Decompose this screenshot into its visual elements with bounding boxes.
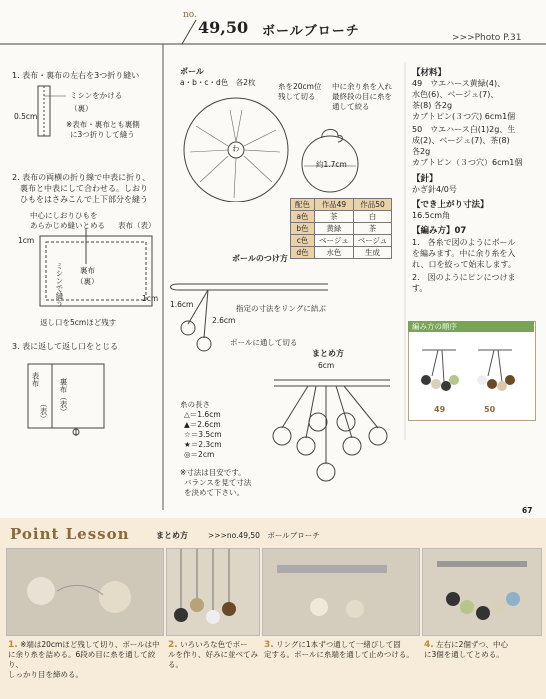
caption-step-1 <box>8 640 162 680</box>
step2-front-label: 表布（表） <box>118 221 156 230</box>
table-cell: b色 <box>291 223 315 235</box>
material-line: カブトピン(３つ穴) 6cm1個 <box>412 112 516 121</box>
order-illustration <box>412 336 530 402</box>
header-title: ボールブローチ <box>262 24 360 39</box>
step1-back-label: （裏） <box>70 104 93 113</box>
ball-finished-illustration <box>298 118 368 198</box>
ball-diameter: 約1.7cm <box>316 160 347 169</box>
caption-line: しっかり目を締める。 <box>8 670 83 679</box>
ball-note-3: 中に余り糸を入れ <box>332 82 392 91</box>
step3-front-side: （表） <box>39 400 48 423</box>
table-cell: 茶 <box>315 211 354 223</box>
attach-len-26: 2.6cm <box>212 316 236 325</box>
materials-heading: 【材料】 <box>412 68 447 78</box>
step3-diagram <box>22 358 142 438</box>
table-cell: 茶 <box>353 223 392 235</box>
caption-line: に3個を通してとめる。 <box>424 650 504 659</box>
page-number: 67 <box>522 506 533 515</box>
table-row <box>291 223 392 235</box>
table-cell: 黄緑 <box>315 223 354 235</box>
photo-reference: >>>Photo P.31 <box>452 33 522 43</box>
caption-number: 3. <box>264 640 274 650</box>
caption-number: 2. <box>168 640 178 650</box>
ball-note-1: 糸を20cm位 <box>278 82 322 91</box>
method-heading: 【編み方】07 <box>412 226 467 236</box>
length-item: ★＝2.3cm <box>184 440 222 449</box>
ball-center-mark: わ <box>232 144 240 153</box>
method-line: れ、口を絞って始末します。 <box>412 260 516 269</box>
caption-line: る。 <box>168 660 183 669</box>
step1-note-1: ※表布・裏布とも裏側 <box>66 120 140 129</box>
step2-opening: 返し口を5cmほど残す <box>40 318 117 327</box>
step2-sew-vertical: ミシンで縫う <box>55 262 64 307</box>
step2-line-3: ひもをはさみこんで上下部分を縫う <box>20 195 148 204</box>
table-cell: ベージュ <box>315 235 354 247</box>
header-no: no. <box>183 10 197 20</box>
material-line: 50 ウエハース白(1)2g、生 <box>412 125 516 134</box>
material-line: 各2g <box>412 147 431 156</box>
method-line: 1. 各糸で図のようにボール <box>412 238 516 247</box>
step1-sew-label: ミシンをかける <box>70 91 123 100</box>
table-row <box>291 211 392 223</box>
step2-line-1: 2. 表布の両横の折り線で中表に折り、 <box>12 173 151 182</box>
table-cell: ベージュ <box>353 235 392 247</box>
table-cell: 水色 <box>315 247 354 259</box>
order-title: 編み方の順序 <box>408 321 534 332</box>
ball-title: ボール <box>180 67 204 76</box>
table-row <box>291 235 392 247</box>
color-table-header <box>291 199 392 211</box>
step2-back-2: （裏） <box>76 277 99 286</box>
finish-note-1: ※寸法は目安です。 <box>180 468 246 477</box>
color-table <box>290 198 392 259</box>
caption-step-3 <box>264 640 418 660</box>
length-item: ▲＝2.6cm <box>184 420 221 429</box>
step2-back-1: 裏布 <box>80 266 95 275</box>
length-title: 糸の長さ <box>180 400 210 409</box>
table-cell: 作品49 <box>315 199 354 211</box>
caption-line: いろいろな色でボー <box>180 640 248 649</box>
step2-dim-left: 1cm <box>18 236 35 245</box>
attach-title: ボールのつけ方 <box>232 254 288 263</box>
table-cell: c色 <box>291 235 315 247</box>
point-subtitle: まとめ方 <box>156 531 188 540</box>
finish-6cm: 6cm <box>318 361 335 370</box>
table-cell: a色 <box>291 211 315 223</box>
photo-step-4 <box>422 548 542 636</box>
table-cell: d色 <box>291 247 315 259</box>
finish-note-2: バランスを見て寸法 <box>184 478 252 487</box>
material-line: 成(2)、ベージュ(7)、茶(8) <box>412 136 510 145</box>
order-label-49: 49 <box>434 405 446 414</box>
order-label-50: 50 <box>484 405 496 414</box>
caption-number: 1. <box>8 640 18 650</box>
needle-value: かぎ針4/0号 <box>412 185 457 194</box>
point-lesson-title: Point Lesson <box>10 525 130 543</box>
step2-sub-2: あらかじめ縫いとめる <box>30 221 105 230</box>
step2-sub-1: 中心にしおりひもを <box>30 211 98 220</box>
length-item: ☆＝3.5cm <box>184 430 222 439</box>
caption-step-4 <box>424 640 540 660</box>
header-number: 49,50 <box>198 18 249 37</box>
step2-dim-right: 1cm <box>142 294 159 303</box>
finish-diagram <box>260 368 406 498</box>
caption-line: 定する。ボールに糸端を通して止めつける。 <box>264 650 414 659</box>
step3-front: 表布 <box>31 372 40 387</box>
method-line: す。 <box>412 284 428 293</box>
length-item: ◎＝2cm <box>184 450 215 459</box>
material-line: 茶(8) 各2g <box>412 101 453 110</box>
ball-note-4: 最終段の目に糸を <box>332 92 392 101</box>
step3-title: 3. 表に返して返し口をとじる <box>12 342 119 351</box>
method-line: 2. 図のようにピンにつけま <box>412 273 516 282</box>
method-line: を編みます。中に余り糸を入 <box>412 249 516 258</box>
finish-note-3: を決めて下さい。 <box>184 488 244 497</box>
length-item: △＝1.6cm <box>184 410 221 419</box>
caption-line: に余り糸を詰める。6段め目に糸を通して絞り、 <box>8 650 156 669</box>
caption-line: ※端は20cmほど残して切り、ボールは中 <box>20 640 160 649</box>
step1-margin: 0.5cm <box>14 112 38 121</box>
ball-subtitle: a・b・c・d色 各2枚 <box>180 78 256 87</box>
material-line: カブトピン（３つ穴）6cm1個 <box>412 158 523 167</box>
size-value: 16.5cm角 <box>412 211 451 220</box>
caption-line: ルを作り、好みに並べてみ <box>168 650 258 659</box>
caption-line: 左右に2個ずつ、中心 <box>436 640 509 649</box>
attach-note-1: 指定の寸法をリングに結ぶ <box>236 304 326 313</box>
table-cell: 作品50 <box>353 199 392 211</box>
table-cell: 生成 <box>353 247 392 259</box>
step1-note-2: に3つ折りして縫う <box>70 130 135 139</box>
ball-note-2: 残して切る <box>278 92 316 101</box>
ball-note-5: 通して絞る <box>332 102 370 111</box>
step2-line-2: 裏布と中表にして合わせる。しおり <box>20 184 148 193</box>
photo-step-1 <box>6 548 164 636</box>
size-heading: 【でき上がり寸法】 <box>412 200 489 210</box>
point-subtitle-ref: >>>no.49,50 ボールブローチ <box>208 531 320 540</box>
table-cell: 配色 <box>291 199 315 211</box>
material-line: 水色(6)、ベージュ(7)、 <box>412 90 499 99</box>
needle-heading: 【針】 <box>412 174 438 184</box>
attach-note-2: ボールに通して切る <box>230 338 298 347</box>
material-line: 49 ウエハース黄緑(4)、 <box>412 79 506 88</box>
caption-line: リングに1本ずつ通して一緒びして固 <box>276 640 401 649</box>
step1-title: 1. 表布・裏布の左右を3つ折り縫い <box>12 71 140 80</box>
step3-back: 裏布（表） <box>59 378 68 416</box>
attach-len-16: 1.6cm <box>170 300 194 309</box>
table-row <box>291 247 392 259</box>
photo-step-3 <box>262 548 420 636</box>
caption-number: 4. <box>424 640 434 650</box>
table-cell: 白 <box>353 211 392 223</box>
finish-title: まとめ方 <box>312 349 344 358</box>
photo-step-2 <box>166 548 260 636</box>
caption-step-2 <box>168 640 258 670</box>
